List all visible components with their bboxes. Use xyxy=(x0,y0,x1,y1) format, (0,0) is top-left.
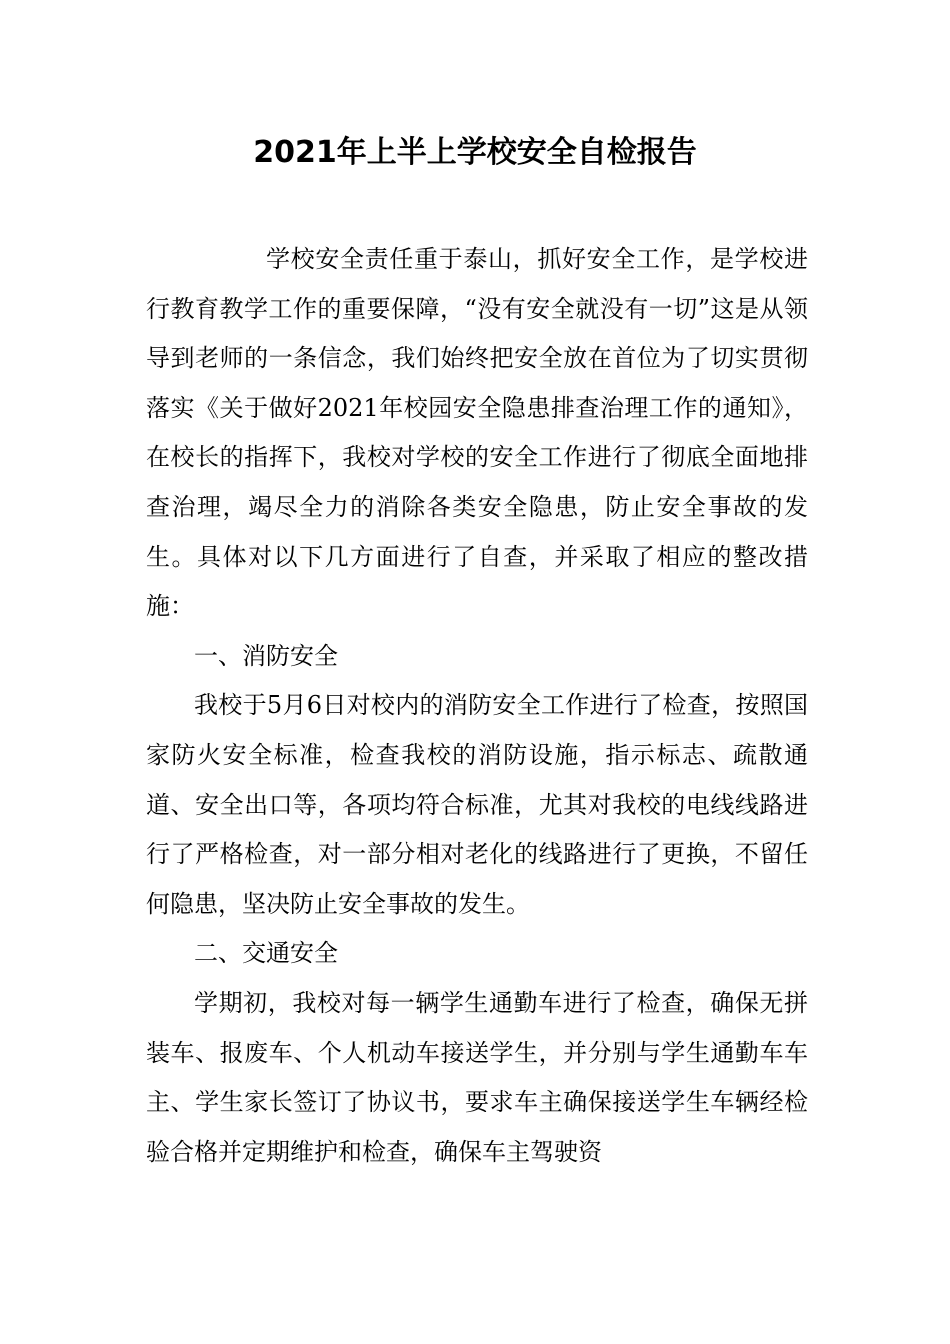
traffic-safety-paragraph: 学期初，我校对每一辆学生通勤车进行了检查，确保无拼装车、报废车、个人机动车接送学生，并分别与学生通勤车车主、学生家长签订了协议书，要求车主确保接送学生车辆经检验合格并定期维护和检查，确保车主驾驶资 xyxy=(146,988,808,1166)
section-heading-traffic-safety: 二、交通安全 xyxy=(194,939,338,968)
document-title: 2021年上半上学校安全自检报告 xyxy=(253,135,697,170)
section-heading-fire-safety: 一、消防安全 xyxy=(194,641,338,670)
intro-paragraph: 学校安全责任重于泰山，抓好安全工作，是学校进行教育教学工作的重要保障，“没有安全就没有一切”这是从领导到老师的一条信念，我们始终把安全放在首位为了切实贯彻落实《关于做好2021年校园安全隐患排查治理工作的通知》，在校长的指挥下，我校对学校的安全工作进行了彻底全面地排查治理，竭尽全力的消除各类安全隐患，防止安全事故的发生。具体对以下几方面进行了自查，并采取了相应的整改措施： xyxy=(146,245,808,621)
document-body xyxy=(146,235,808,1177)
fire-safety-paragraph: 我校于5月6日对校内的消防安全工作进行了检查，按照国家防火安全标准，检查我校的消防设施，指示标志、疏散通道、安全出口等，各项均符合标准，尤其对我校的电线线路进行了严格检查，对一部分相对老化的线路进行了更换，不留任何隐患，坚决防止安全事故的发生。 xyxy=(146,691,808,918)
